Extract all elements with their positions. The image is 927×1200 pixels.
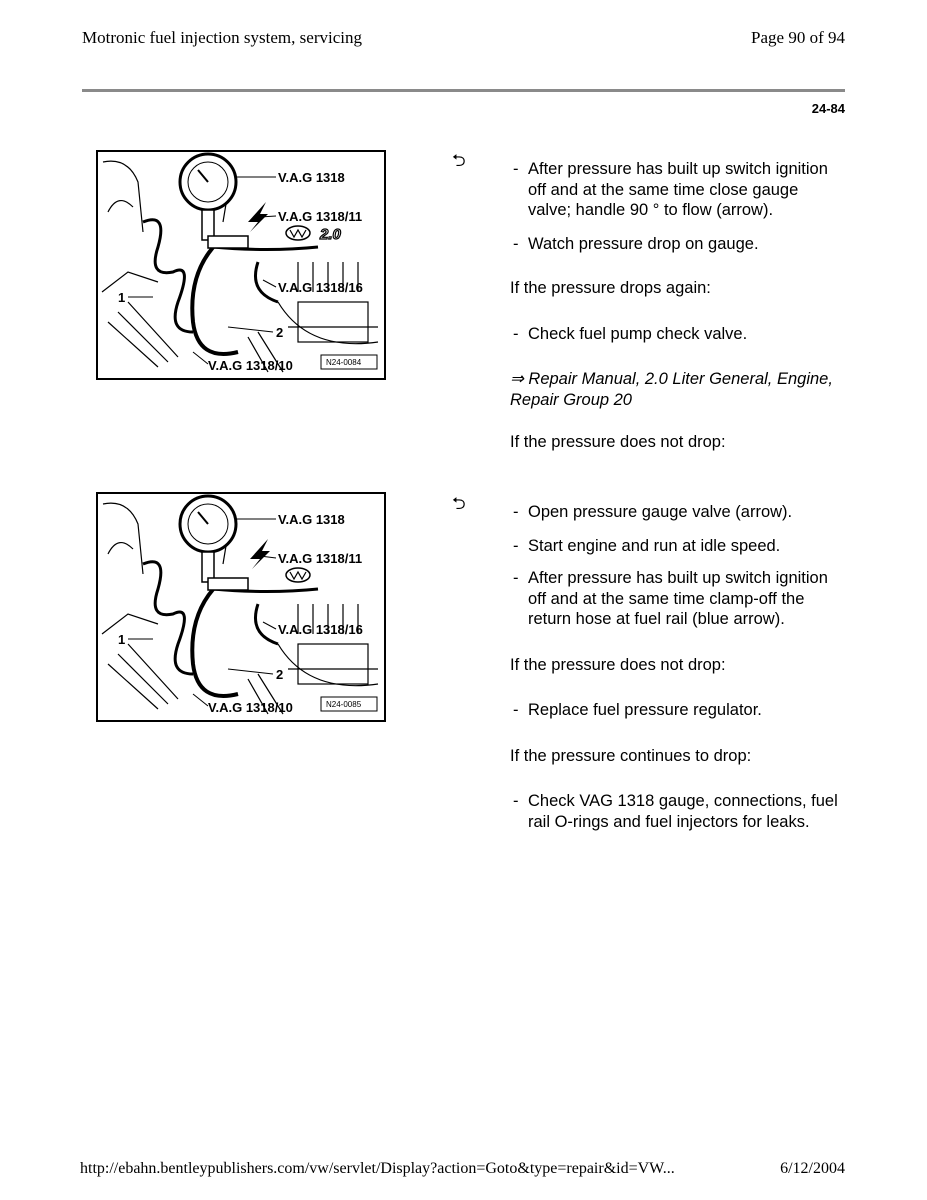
step-item: - Replace fuel pressure regulator. bbox=[513, 701, 762, 719]
step-item: - Check fuel pump check valve. bbox=[513, 324, 748, 343]
step-text: Watch pressure drop on gauge. bbox=[528, 234, 759, 253]
condition-text: If the pressure continues to drop: bbox=[510, 746, 752, 765]
step-item: - Check VAG 1318 gauge, connections, fuel rail O-rings and fuel injectors for leaks. bbox=[513, 792, 838, 831]
label-item-1: 1 bbox=[118, 290, 126, 305]
step-text: Replace fuel pressure regulator. bbox=[528, 701, 762, 719]
step-item: - Watch pressure drop on gauge. bbox=[513, 234, 759, 253]
step-text: Start engine and run at idle speed. bbox=[528, 536, 781, 555]
figure-pressure-gauge-1 bbox=[96, 150, 386, 380]
figure-code: N24-0085 bbox=[326, 700, 362, 709]
step-item: - After pressure has built up switch ignition off and at the same time clamp-off the return hose at fuel rail (blue arrow). bbox=[513, 569, 828, 628]
label-vag1318-11: V.A.G 1318/11 bbox=[278, 209, 363, 224]
label-vag1318-16: V.A.G 1318/16 bbox=[278, 622, 363, 637]
engine-illustration-1 bbox=[98, 152, 384, 378]
repair-manual-reference: ⇒ Repair Manual, 2.0 Liter General, Engine, Repair Group 20 bbox=[510, 370, 833, 409]
label-item-1: 1 bbox=[118, 632, 126, 647]
footer-url-link[interactable]: http://ebahn.bentleypublishers.com/vw/servlet/Display?action=Goto&type=repair&id=VW... bbox=[80, 1160, 675, 1177]
label-vag1318-16: V.A.G 1318/16 bbox=[278, 280, 363, 295]
step-text: Check VAG 1318 gauge, connections, fuel rail O-rings and fuel injectors for leaks. bbox=[528, 792, 838, 831]
document-title: Motronic fuel injection system, servicing bbox=[82, 28, 362, 47]
step-item: - Open pressure gauge valve (arrow). bbox=[513, 503, 793, 521]
section-code: 24-84 bbox=[811, 101, 845, 116]
label-vag1318-10: V.A.G 1318/10 bbox=[208, 700, 293, 715]
step-text: After pressure has built up switch ignition off and at the same time clamp-off the return hose at fuel rail (blue arrow). bbox=[528, 569, 828, 628]
condition-text: If the pressure does not drop: bbox=[510, 433, 726, 451]
instructions-block-1 bbox=[510, 159, 845, 453]
engine-badge: 2.0 bbox=[320, 226, 341, 243]
arrow-pointer-icon: ⮌ bbox=[452, 151, 466, 171]
label-vag1318: V.A.G 1318 bbox=[278, 170, 345, 185]
step-text: After pressure has built up switch ignition off and at the same time close gauge valve; handle 90 ° to flow (arrow). bbox=[528, 160, 828, 219]
condition-text: If the pressure does not drop: bbox=[510, 655, 726, 674]
header-rule bbox=[82, 89, 845, 92]
figure-code: N24-0084 bbox=[326, 358, 362, 367]
step-text: Open pressure gauge valve (arrow). bbox=[528, 503, 793, 521]
step-text: Check fuel pump check valve. bbox=[528, 324, 748, 343]
instructions-block-2 bbox=[510, 502, 845, 832]
label-vag1318-10: V.A.G 1318/10 bbox=[208, 358, 293, 373]
vw-logo-icon bbox=[286, 226, 310, 240]
label-vag1318-11: V.A.G 1318/11 bbox=[278, 551, 363, 566]
label-vag1318: V.A.G 1318 bbox=[278, 512, 345, 527]
arrow-pointer-icon: ⮌ bbox=[452, 494, 466, 514]
figure-pressure-gauge-2 bbox=[96, 492, 386, 722]
condition-text: If the pressure drops again: bbox=[510, 279, 711, 297]
step-item: - After pressure has built up switch ignition off and at the same time close gauge valve; handle 90 ° to flow (arrow). bbox=[513, 160, 828, 219]
label-item-2: 2 bbox=[276, 325, 284, 340]
vw-logo-icon bbox=[286, 568, 310, 582]
label-item-2: 2 bbox=[276, 667, 284, 682]
step-item: - Start engine and run at idle speed. bbox=[513, 536, 781, 555]
engine-illustration-2 bbox=[98, 494, 384, 720]
page-indicator: Page 90 of 94 bbox=[751, 28, 845, 47]
footer-date: 6/12/2004 bbox=[780, 1160, 845, 1177]
